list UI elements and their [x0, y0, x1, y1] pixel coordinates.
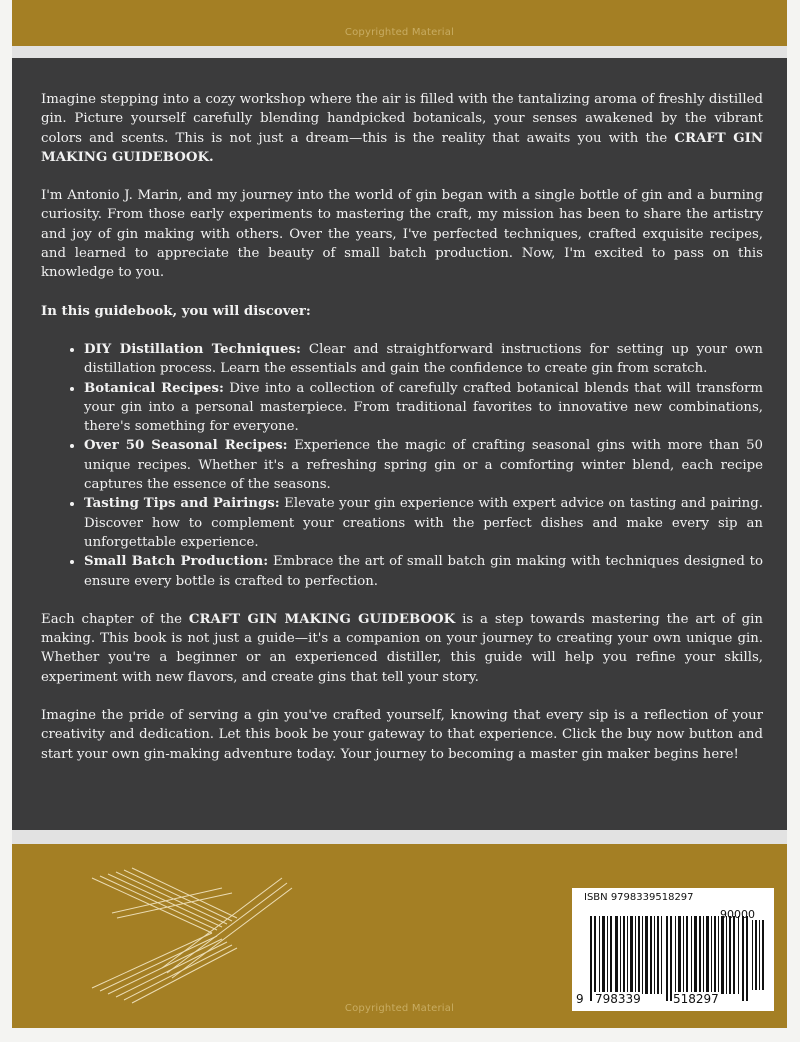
top-light-stripe — [12, 46, 787, 58]
ean-right-digits: 518297 — [673, 992, 719, 1006]
feature-title: DIY Distillation Techniques: — [84, 341, 301, 357]
isbn-barcode — [572, 888, 774, 1011]
bottom-light-stripe — [12, 830, 787, 844]
feature-title: Small Batch Production: — [84, 554, 269, 570]
feature-title: Over 50 Seasonal Recipes: — [84, 438, 288, 454]
list-item — [84, 379, 763, 437]
book-back-cover — [12, 0, 787, 1028]
chevron-lines-logo — [72, 858, 302, 1008]
chapter-paragraph — [41, 610, 763, 687]
feature-text: Clear and straightforward instructions for setting up your own distillation process. Learn the essentials and gain the confidence to create gin from scratch. — [84, 341, 763, 377]
chapter-text-start: Each chapter of the — [41, 611, 189, 627]
list-item — [84, 340, 763, 379]
discover-heading: In this guidebook, you will discover: — [41, 303, 311, 319]
ean-left-digits: 798339 — [595, 992, 641, 1006]
author-paragraph: I'm Antonio J. Marin, and my journey into the world of gin began with a single bottle of gin and a burning curiosity. From those early experiments to mastering the craft, my mission has been to share the artistry and joy of gin making with others. Over the years, I've perfected techniques, crafted exquisite recipes, and learned to appreciate the beauty of small batch production. Now, I'm excited to pass on this knowledge to you. — [41, 188, 763, 281]
price-code: 90000 — [720, 908, 755, 921]
feature-text: Dive into a collection of carefully crafted botanical blends that will transform your gin into a personal masterpiece. From traditional favorites to innovative new combinations, there's something for everyone. — [84, 380, 763, 435]
ean-digits — [572, 992, 774, 1010]
list-item — [84, 494, 763, 552]
chapter-book-title: CRAFT GIN MAKING GUIDEBOOK — [188, 611, 456, 627]
ean-first-digit: 9 — [576, 992, 584, 1006]
chapter-text-end: is a step towards mastering the art of gin making. This book is not just a guide—it's a companion on your journey to creating your own unique gin. Whether you're a beginner or an experienced distiller, this guide will help you refine your skills, experiment with new flavors, and create gins that tell your story. — [41, 611, 763, 685]
isbn-label: ISBN 9798339518297 — [584, 892, 694, 903]
list-item — [84, 552, 763, 591]
intro-book-title: CRAFT GIN MAKING GUIDEBOOK. — [41, 130, 763, 165]
feature-text: Experience the magic of crafting seasonal gins with more than 50 unique recipes. Whether it's a refreshing spring gin or a comforting winter blend, each recipe captures the essence of the seasons. — [84, 438, 763, 493]
feature-list — [41, 340, 763, 591]
watermark-top: Copyrighted Material — [344, 27, 455, 38]
feature-title: Tasting Tips and Pairings: — [84, 496, 280, 512]
description-text — [41, 90, 763, 783]
feature-text: Elevate your gin experience with expert advice on tasting and pairing. Discover how to complement your creations with the perfect dishes and make every sip an unforgettable experience. — [84, 496, 763, 550]
watermark-bottom: Copyrighted Material — [344, 1003, 455, 1014]
closing-paragraph: Imagine the pride of serving a gin you've crafted yourself, knowing that every sip is a reflection of your creativity and dedication. Let this book be your gateway to that experience. Click the buy now button and start your own gin-making adventure today. Your journey to becoming a master gin maker begins here! — [41, 708, 763, 762]
intro-paragraph — [41, 90, 763, 167]
list-item — [84, 436, 763, 494]
feature-title: Botanical Recipes: — [84, 380, 224, 396]
feature-text: Embrace the art of small batch gin making with techniques designed to ensure every bottle is crafted to perfection. — [84, 554, 764, 589]
intro-text: Imagine stepping into a cozy workshop where the air is filled with the tantalizing aroma of freshly distilled gin. Picture yourself carefully blending handpicked botanicals, your senses awakened by the vibrant colors and scents. This is not just a dream—this is the reality that awaits you with the — [41, 92, 763, 146]
top-gold-band — [12, 0, 787, 46]
